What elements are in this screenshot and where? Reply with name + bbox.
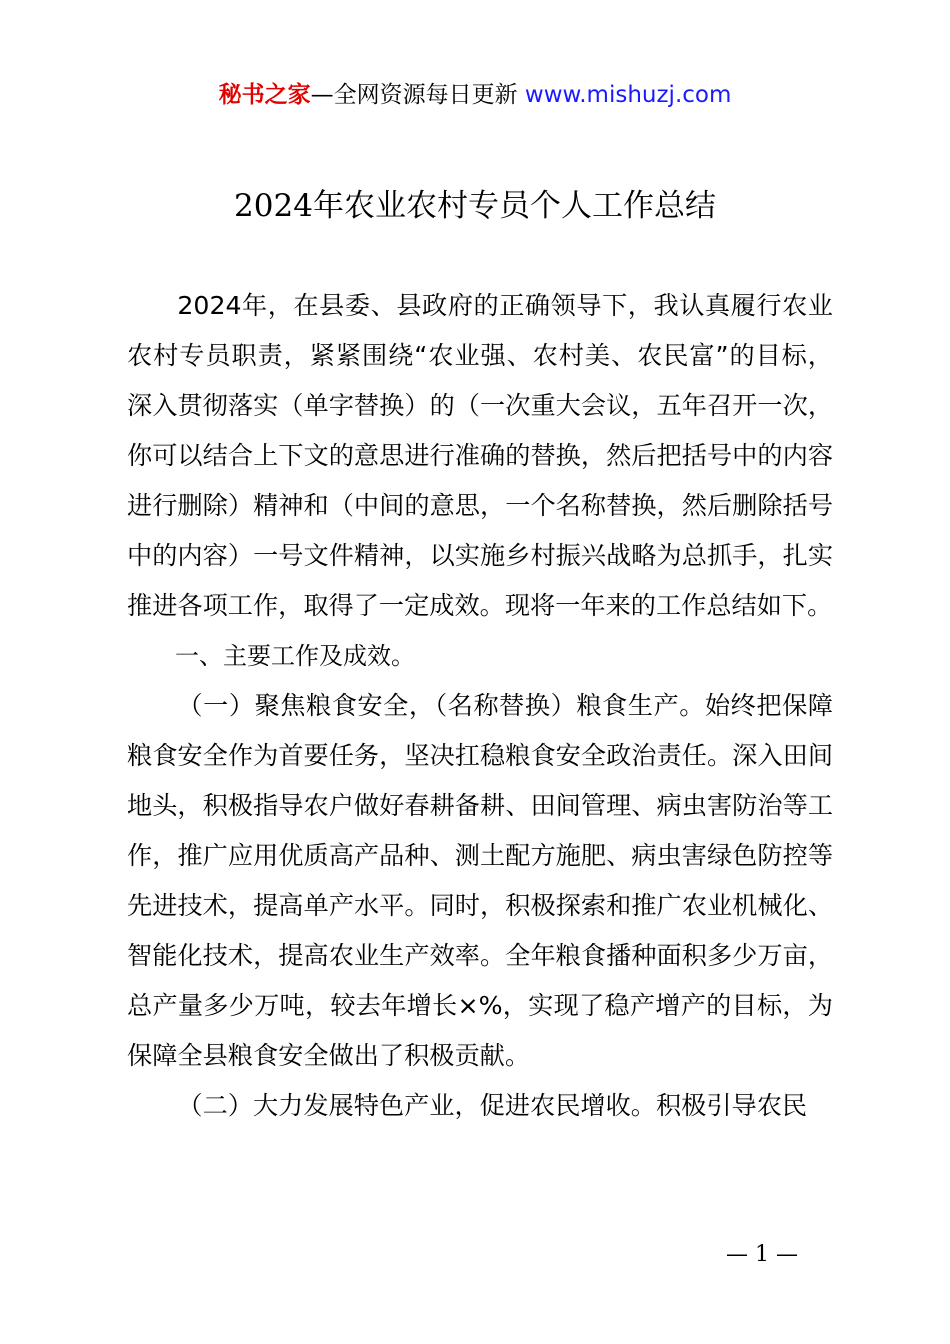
section-heading: 一、主要工作及成效。: [175, 642, 415, 670]
subsection-paragraph: （一）聚焦粮食安全，（名称替换）粮食生产。始终把保障粮食安全作为首要任务，坚决扛稳粮食安全政治责任。深入田间地头，积极指导农户做好春耕备耕、田间管理、病虫害防治等工作，推广应用优质高产品种、测土配方施肥、病虫害绿色防控等先进技术，提高单产水平。同时，积极探索和推广农业机械化、智能化技术，提高农业生产效率。全年粮食播种面积多少万亩，总产量多少万吨，较去年增长×%，实现了稳产增产的目标，为保障全县粮食安全做出了积极贡献。: [127, 691, 833, 1070]
page-footer: [0, 1235, 950, 1275]
intro-paragraph: 2024年，在县委、县政府的正确领导下，我认真履行农业农村专员职责，紧紧围绕“农业强、农村美、农民富”的目标，深入贯彻落实（单字替换）的（一次重大会议，五年召开一次，你可以结合上下文的意思进行准确的替换，然后把括号中的内容进行删除）精神和（中间的意思，一个名称替换，然后删除括号中的内容）一号文件精神，以实施乡村振兴战略为总抓手，扎实推进各项工作，取得了一定成效。现将一年来的工作总结如下。: [127, 291, 833, 620]
document-title: 2024年农业农村专员个人工作总结: [234, 188, 716, 224]
site-url-link[interactable]: www.mishuzj.com: [524, 82, 732, 108]
subsection-paragraph: （二）大力发展特色产业，促进农民增收。积极引导农民: [177, 1091, 808, 1120]
site-header: [0, 78, 950, 112]
page-number: — 1 —: [726, 1242, 798, 1267]
site-brand: 秘书之家: [218, 82, 311, 108]
site-slogan: —全网资源每日更新: [310, 82, 525, 108]
document-body: [127, 281, 833, 1131]
